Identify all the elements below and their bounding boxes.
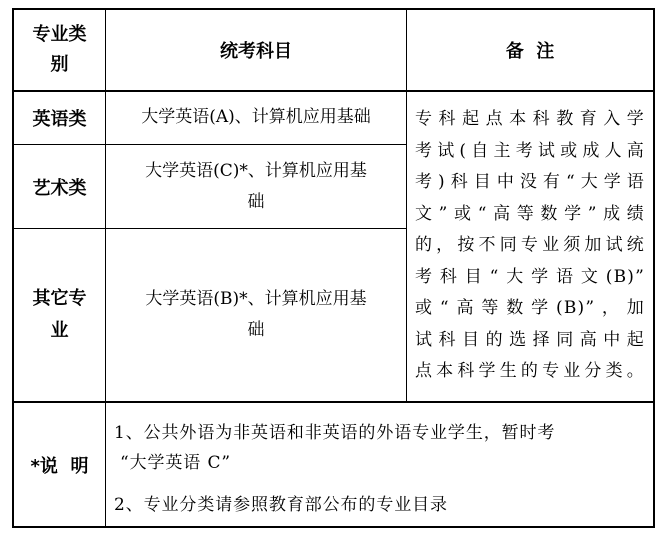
notes-item1-line1: 1、公共外语为非英语和非英语的外语专业学生，暂时考	[114, 423, 556, 443]
header-subjects-text: 统考科目	[220, 41, 292, 62]
header-subjects	[106, 10, 406, 90]
row-english-category	[14, 91, 105, 144]
header-remarks	[407, 10, 653, 90]
row-other-subjects-line2: 础	[247, 320, 265, 340]
header-category-line1: 专业类	[32, 24, 87, 45]
subject-table	[12, 8, 655, 528]
remark-line-6: 考科目“大学语文(B)”	[415, 266, 645, 287]
header-remarks-text: 备 注	[505, 41, 555, 62]
remark-line-3: 考)科目中没有“大学语	[415, 172, 645, 192]
remarks-cell	[407, 104, 653, 394]
header-category-line2: 别	[50, 54, 69, 75]
remark-line-2: 考试(自主考试或成人高	[415, 140, 645, 161]
remark-line-8: 试科目的选择同高中起	[415, 329, 645, 350]
remark-line-9: 点本科学生的专业分类。	[415, 361, 645, 381]
row-other-category-line1: 其它专	[32, 288, 87, 309]
notes-divider	[14, 401, 653, 403]
remark-line-5: 的，按不同专业须加试统	[415, 235, 645, 255]
row-english-subjects	[106, 91, 406, 144]
header-category	[14, 10, 105, 90]
notes-content	[114, 418, 650, 523]
row-other-category-line2: 业	[50, 320, 69, 341]
row-art-category	[14, 145, 105, 228]
row-other-subjects-line1: 大学英语(B)*、计算机应用基	[145, 289, 367, 309]
remark-line-1: 专科起点本科教育入学	[415, 109, 645, 129]
row-art-category-text: 艺术类	[32, 177, 87, 199]
remark-line-4: 文”或“高等数学”成绩	[415, 203, 645, 224]
row-other-category	[14, 229, 105, 401]
row-art-subjects-line2: 础	[247, 191, 265, 212]
notes-item1-line2: “大学英语 C”	[120, 453, 231, 473]
row-art-subjects	[106, 145, 406, 228]
notes-item2: 2、专业分类请参照教育部公布的专业目录	[114, 495, 448, 515]
row-art-subjects-line1: 大学英语(C)*、计算机应用基	[145, 160, 367, 181]
notes-label-text: *说 明	[30, 455, 89, 477]
row-english-category-text: 英语类	[32, 108, 87, 130]
remark-line-7: 或“高等数学(B)”，加	[415, 298, 645, 318]
row-english-subjects-text: 大学英语(A)、计算机应用基础	[141, 107, 371, 127]
row-other-subjects	[106, 229, 406, 401]
notes-label	[14, 403, 105, 526]
